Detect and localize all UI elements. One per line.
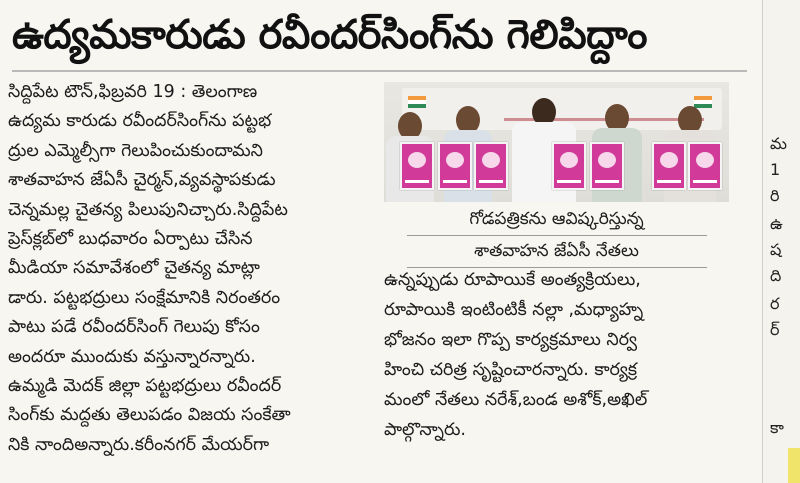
cropped-text: 1	[770, 160, 781, 179]
headline-rule	[12, 70, 747, 72]
poster	[552, 142, 586, 190]
cropped-text: మ	[770, 134, 787, 153]
cropped-text: ర	[770, 294, 780, 313]
text-line: హించి చరిత్ర సృష్టించారన్నారు. కార్యక్ర	[384, 360, 638, 380]
article-paragraph	[8, 78, 370, 460]
text-line: డారు. పట్టభద్రులు సంక్షేమానికి నిరంతరం	[8, 287, 281, 308]
caption-underline	[407, 235, 707, 236]
flag-icon	[408, 96, 426, 108]
text-line: భోజనం ఇలా గొప్ప కార్యక్రమాలు నిర్వ	[384, 330, 638, 350]
column-divider	[762, 0, 763, 483]
text-line: నికి నాందిఅన్నారు.కరీంనగర్ మేయర్‌గా	[8, 434, 270, 455]
article-left-column	[8, 78, 370, 483]
text-line: పాల్గొన్నారు.	[384, 420, 466, 440]
poster	[474, 142, 508, 190]
photo-caption	[384, 206, 729, 270]
text-line: ద్రుల ఎమ్మెల్సీగా గెలుపించుకుందామని	[8, 140, 263, 161]
text-line: అందరూ ముందుకు వస్తున్నారన్నారు.	[8, 346, 256, 367]
caption-line: శాతవాహన జేఏసీ నేతలు	[474, 241, 639, 261]
text-line: ఉద్యమ కారుడు రవీందర్‌సింగ్‌ను పట్టభ	[8, 111, 272, 132]
poster	[652, 142, 686, 190]
cropped-text: ది	[770, 266, 782, 285]
text-line: ఉన్నప్పుడు రూపాయికే అంత్యక్రియలు,	[384, 270, 641, 290]
cropped-text: ర్	[770, 320, 780, 339]
adjacent-column-edge	[762, 0, 800, 483]
headline: ఉద్యమకారుడు రవీందర్‌సింగ్‌ను గెలిపిద్దాం	[12, 12, 648, 58]
poster	[688, 142, 722, 190]
cropped-text: కా	[770, 418, 784, 437]
text-line: శాతవాహన జేఏసీ చైర్మన్,వ్యవస్థాపకుడు	[8, 170, 276, 191]
poster	[590, 142, 624, 190]
text-line: ఉమ్మడి మెదక్ జిల్లా పట్టభద్రులు రవీందర్	[8, 375, 282, 396]
text-line: మంలో నేతలు నరేశ్,బండ అశోక్,అఖిల్	[384, 390, 648, 410]
news-photo	[384, 82, 729, 202]
text-line: సిద్దిపేట టౌన్,ఫిబ్రవరి 19 : తెలంగాణ	[8, 82, 258, 102]
poster	[438, 142, 472, 190]
poster	[400, 142, 434, 190]
caption-line: గోడపత్రికను ఆవిష్కరిస్తున్న	[469, 209, 644, 229]
text-line: పాటు పడే రవీందర్‌సింగ్ గెలుపు కోసం	[8, 317, 260, 338]
highlight-strip	[788, 448, 800, 483]
cropped-text: ఉ	[770, 214, 783, 233]
cropped-text: రి	[770, 186, 780, 205]
article-paragraph	[384, 265, 732, 445]
text-line: ప్రెస్‌క్లబ్‌లో బుధవారం ఏర్పాటు చేసిన	[8, 228, 253, 249]
article-right-column	[384, 265, 732, 483]
text-line: చెన్నమల్ల చైతన్య పిలుపునిచ్చారు.సిద్దిపేట	[8, 199, 288, 220]
cropped-text: ష	[770, 240, 782, 259]
text-line: రూపాయికి ఇంటింటికీ నల్లా ,మధ్యాహ్న	[384, 300, 644, 320]
text-line: మీడియా సమావేశంలో చైతన్య మాట్లా	[8, 258, 260, 279]
text-line: సింగ్‌కు మద్దతు తెలుపడం విజయ సంకేతా	[8, 405, 291, 426]
